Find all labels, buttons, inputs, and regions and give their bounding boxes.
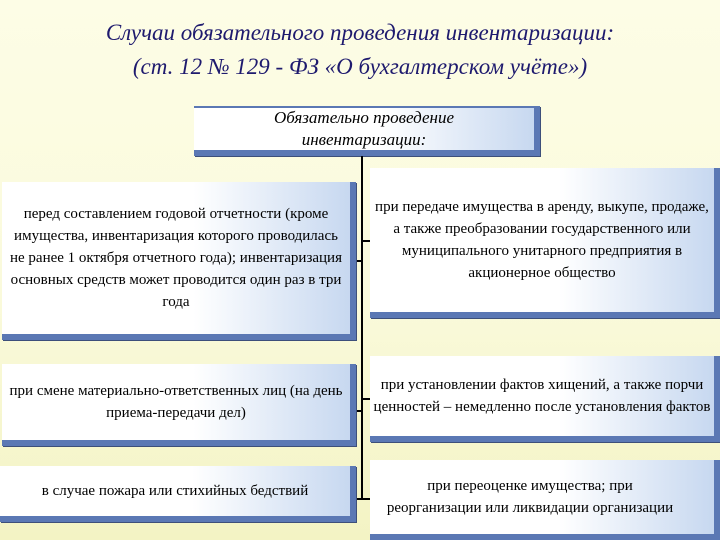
right-box-1-text: при передаче имущества в аренду, выкупе, продаже, а также преобразовании государственного или муниципального унитарного предприятия в акционерное общество: [375, 199, 709, 281]
connector-trunk: [361, 180, 363, 500]
connector-root-down: [361, 156, 363, 180]
left-box-3-text: в случае пожара или стихийных бедствий: [41, 483, 309, 499]
right-box-1: [370, 168, 720, 318]
right-box-2: [370, 356, 720, 442]
left-box-2: [2, 364, 356, 446]
right-box-3-text: при переоценке имущества; при реорганизации или ликвидации организации: [386, 478, 674, 516]
left-box-1: [2, 182, 356, 340]
right-box-2-text: при установлении фактов хищений, а также порчи ценностей – немедленно после установления фактов: [373, 377, 711, 415]
right-box-3: [370, 460, 720, 540]
left-box-3: [0, 466, 356, 522]
root-line-1: Обязательно проведение: [273, 108, 454, 127]
left-box-2-text: при смене материально-ответственных лиц (на день приема-передачи дел): [9, 383, 343, 421]
title-line-1: Случаи обязательного проведения инвентаризации:: [105, 20, 615, 45]
root-line-2: инвентаризации:: [301, 130, 427, 149]
slide-title: [0, 16, 720, 84]
title-line-2: (ст. 12 № 129 - ФЗ «О бухгалтерском учёте»): [132, 54, 588, 79]
left-box-1-text: перед составлением годовой отчетности (кроме имущества, инвентаризация которого проводилась не ранее 1 октября отчетного года); инвентаризация основных средств может проводится один раз в три года: [10, 206, 342, 310]
root-box: [194, 106, 540, 156]
